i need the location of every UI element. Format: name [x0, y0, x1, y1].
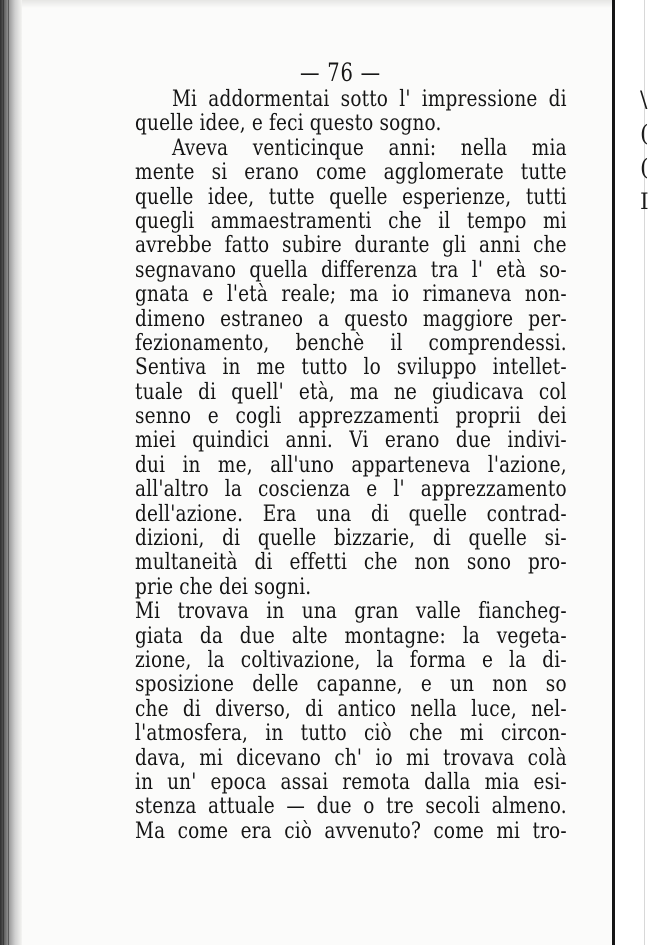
binding-edge-line	[3, 0, 4, 945]
text-line: dimeno estraneo a questo maggiore per-	[135, 306, 567, 332]
text-line: senno e cogli apprezzamenti proprii dei	[135, 404, 567, 430]
text-line: Mi trovava in una gran valle fiancheg-	[135, 599, 567, 625]
text-line: Sentiva in me tutto lo sviluppo intellet-	[135, 355, 567, 381]
text-line: gnata e l'età reale; ma io rimaneva non-	[135, 282, 567, 308]
edge-fragment: I	[640, 190, 649, 215]
text-line: segnavano quella differenza tra l' età so-	[135, 257, 567, 283]
text-line: all'altro la coscienza e l' apprezzamento	[135, 477, 567, 503]
text-line: giata da due alte montagne: la vegeta-	[135, 623, 567, 649]
text-line: dizioni, di quelle bizzarie, di quelle si-	[135, 526, 567, 552]
facing-page-fragments	[640, 84, 650, 220]
page-top-shadow	[22, 0, 614, 8]
page-edge-line	[612, 0, 615, 945]
text-line: l'atmosfera, in tutto ciò che mi circon-	[135, 721, 567, 747]
text-line: fezionamento, benchè il comprendessi.	[135, 330, 567, 356]
text-line: avrebbe fatto subire durante gli anni che	[135, 233, 567, 259]
text-line: quelle idee, e feci questo sogno.	[135, 111, 442, 137]
text-line: dui in me, all'uno apparteneva l'azione,	[135, 452, 567, 478]
text-line: Aveva venticinque anni: nella mia	[171, 135, 567, 161]
text-line: stenza attuale — due o tre secoli almeno.	[135, 794, 567, 820]
page-number: — 76 —	[300, 58, 381, 87]
text-line: tuale di quell' età, ma ne giudicava col	[135, 379, 567, 405]
body-text	[135, 88, 567, 844]
text-line: Ma come era ciò avvenuto? come mi tro-	[135, 818, 567, 844]
text-line: Mi addormentai sotto l' impressione di	[171, 87, 567, 112]
binding-edge-line	[8, 0, 9, 945]
text-line: in un' epoca assai remota dalla mia esi-	[135, 769, 567, 795]
edge-fragment: \	[640, 88, 648, 113]
text-line: miei quindici anni. Vi erano due indivi-	[135, 428, 567, 454]
text-line: mente si erano come agglomerate tutte	[135, 160, 567, 186]
text-line: sposizione delle capanne, e un non so	[135, 672, 567, 698]
text-line: zione, la coltivazione, la forma e la di-	[135, 647, 567, 673]
edge-fragment: (	[640, 122, 649, 147]
text-line: che di diverso, di antico nella luce, nel-	[135, 696, 567, 722]
text-line: quegli ammaestramenti che il tempo mi	[135, 208, 567, 234]
text-line: dava, mi dicevano ch' io mi trovava colà	[135, 745, 567, 771]
text-line: prie che dei sogni.	[135, 574, 312, 600]
text-line: quelle idee, tutte quelle esperienze, tutti	[135, 184, 567, 210]
text-line: multaneità di effetti che non sono pro-	[135, 550, 567, 576]
edge-fragment: (	[640, 156, 649, 181]
text-line: dell'azione. Era una di quelle contrad-	[135, 501, 567, 527]
